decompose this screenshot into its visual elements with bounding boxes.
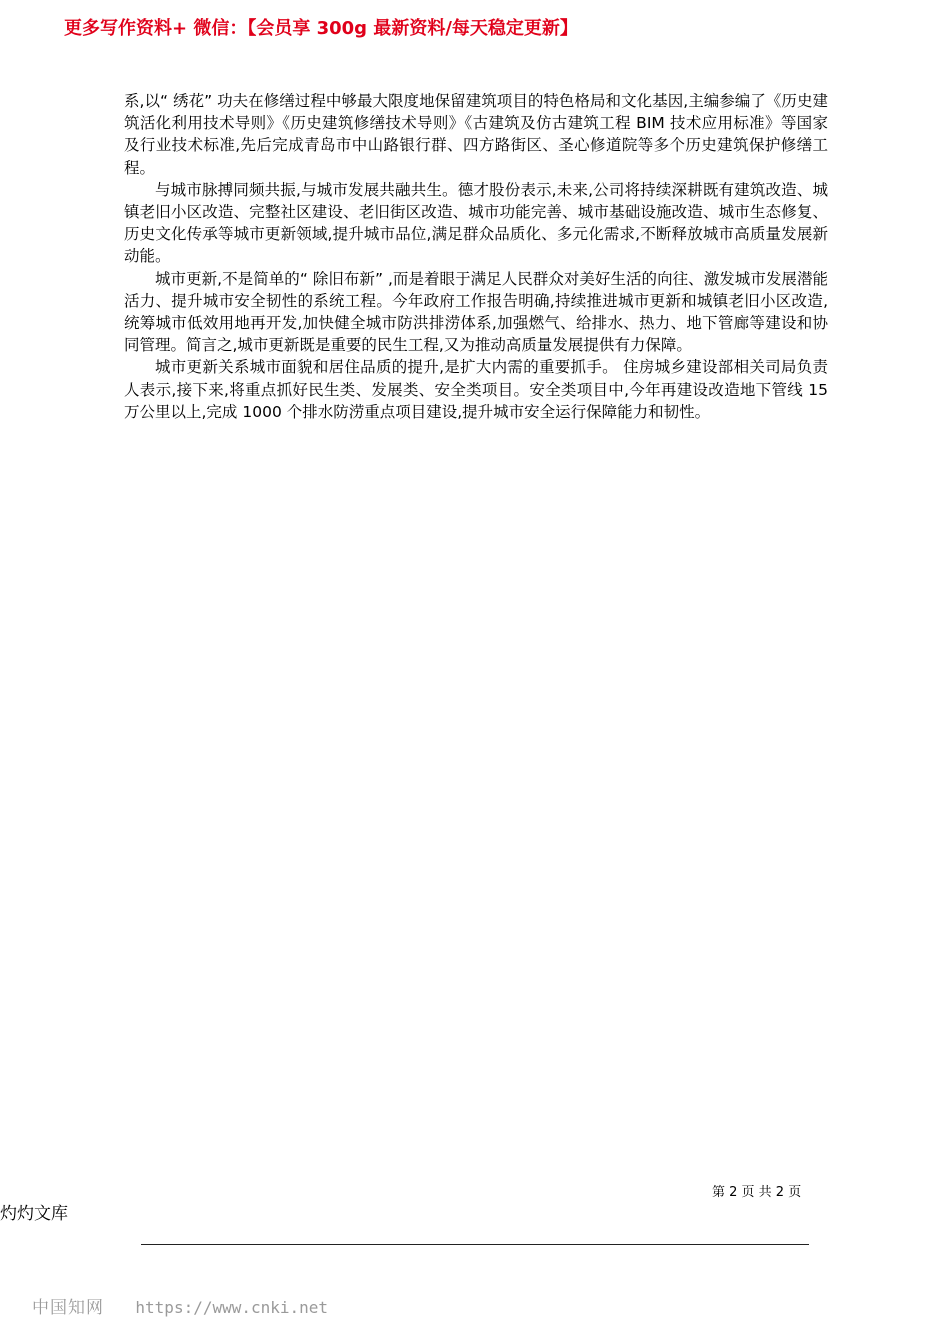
watermark-name: 中国知网	[32, 1298, 104, 1318]
watermark-url: https://www.cnki.net	[135, 1298, 329, 1317]
body-paragraph: 城市更新关系城市面貌和居住品质的提升,是扩大内需的重要抓手。 住房城乡建设部相关司局负责人表示,接下来,将重点抓好民生类、发展类、安全类项目。安全类项目中,今年再建设改造地下管线 15 万公里以上,完成 1000 个排水防涝重点项目建设,提升城市安全运行保障能力和韧性。	[124, 358, 828, 421]
footer-divider	[141, 1244, 809, 1245]
body-paragraph: 与城市脉搏同频共振,与城市发展共融共生。德才股份表示,未来,公司将持续深耕既有建筑改造、城镇老旧小区改造、完整社区建设、老旧街区改造、城市功能完善、城市基础设施改造、城市生态修复、历史文化传承等城市更新领域,提升城市品位,满足群众品质化、多元化需求,不断释放城市高质量发展新动能。	[124, 180, 828, 266]
body-paragraph: 系,以“ 绣花” 功夫在修缮过程中够最大限度地保留建筑项目的特色格局和文化基因,主编参编了《历史建筑活化利用技术导则》《历史建筑修缮技术导则》《古建筑及仿古建筑工程 BIM 技术应用标准》等国家及行业技术标准,先后完成青岛市中山路银行群、四方路街区、圣心修道院等多个历史建筑保护修缮工程。	[124, 92, 828, 177]
library-name: 灼灼文库	[0, 1204, 68, 1224]
cnki-watermark	[32, 1293, 328, 1318]
promo-banner: 更多写作资料+ 微信：【会员享 300g 最新资料/每天稳定更新】	[64, 18, 578, 39]
document-body	[124, 90, 828, 423]
page-number: 第 2 页 共 2 页	[712, 1185, 802, 1200]
body-paragraph: 城市更新,不是简单的“ 除旧布新” ,而是着眼于满足人民群众对美好生活的向往、激发城市发展潜能活力、提升城市安全韧性的系统工程。今年政府工作报告明确,持续推进城市更新和城镇老旧小区改造,统筹城市低效用地再开发,加快健全城市防洪排涝体系,加强燃气、给排水、热力、地下管廊等建设和协同管理。简言之,城市更新既是重要的民生工程,又为推动高质量发展提供有力保障。	[124, 269, 828, 355]
